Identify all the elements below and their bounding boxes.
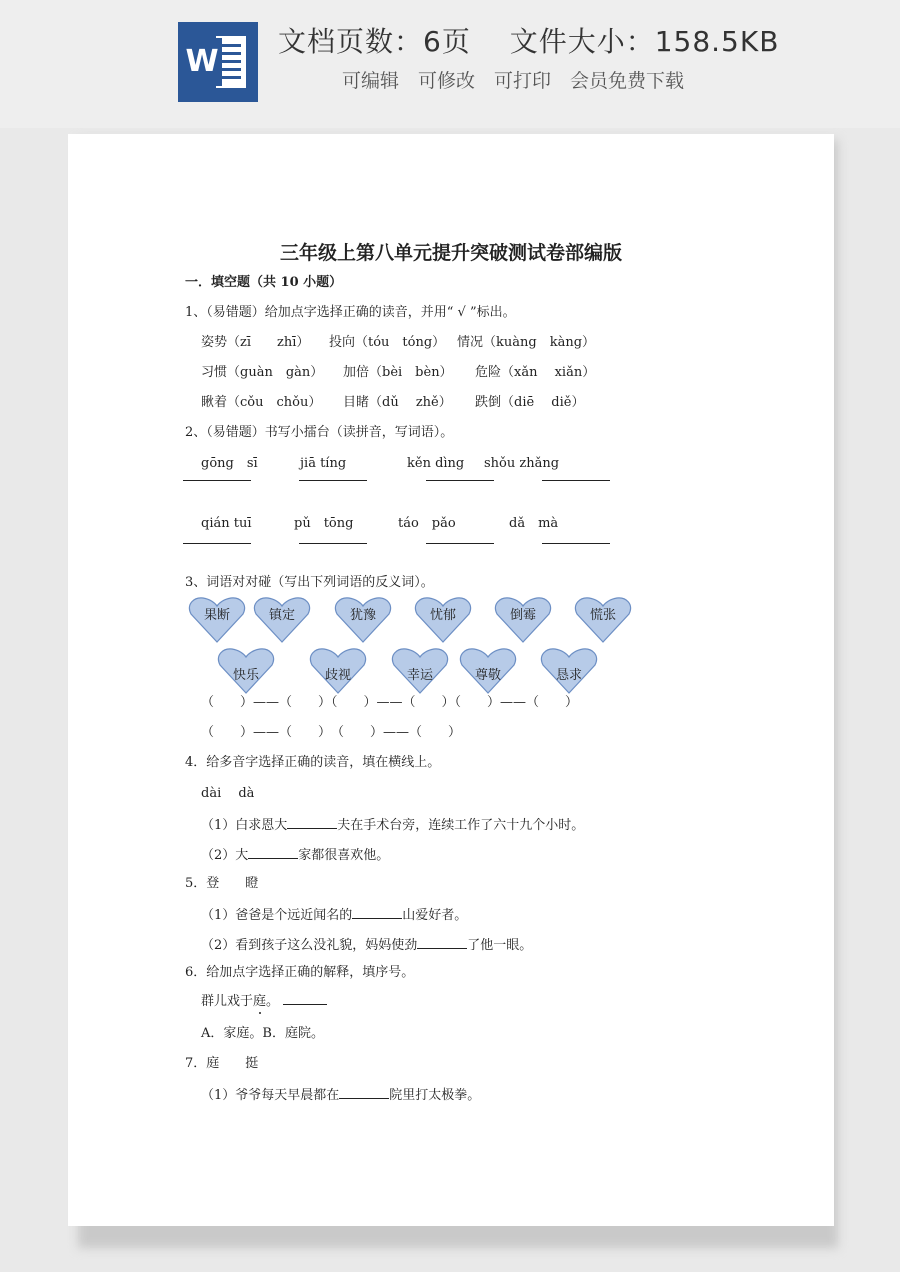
- antonym-pair-line[interactable]: （ ）——（ ）（ ）——（ ）（ ）——（ ）: [201, 695, 579, 710]
- question-4-stem: 4．给多音字选择正确的读音，填在横线上。: [185, 755, 441, 770]
- answer-line[interactable]: [299, 480, 367, 481]
- q1-item: 跌倒（diē diě）: [475, 395, 585, 410]
- q1-item: 危险（xǎn xiǎn）: [475, 365, 596, 380]
- q2-pinyin: táo pǎo: [398, 516, 456, 531]
- question-7-stem: 7．庭 挺: [185, 1056, 259, 1071]
- fill-blank[interactable]: [283, 992, 327, 1005]
- q6-sentence: 群儿戏于庭。: [201, 992, 327, 1010]
- q2-pinyin: qián tuī: [201, 516, 252, 531]
- question-1-stem: 1、（易错题）给加点字选择正确的读音，并用“ √ ”标出。: [185, 305, 516, 320]
- antonym-pair-line[interactable]: （ ）——（ ） （ ）——（ ）: [201, 725, 462, 740]
- answer-line[interactable]: [299, 543, 367, 544]
- fill-blank[interactable]: [417, 936, 467, 949]
- heart-word-card: [540, 647, 598, 695]
- answer-line[interactable]: [183, 543, 251, 544]
- heart-word: 慌张: [589, 608, 616, 623]
- heart-word-card: [217, 647, 275, 695]
- heart-word: 倒霉: [509, 608, 536, 623]
- question-6-stem: 6．给加点字选择正确的解释，填序号。: [185, 965, 415, 980]
- answer-line[interactable]: [542, 543, 610, 544]
- q2-pinyin: dǎ mà: [509, 516, 559, 531]
- q1-item: 目睹（dǔ zhě）: [343, 395, 452, 410]
- fill-blank[interactable]: [352, 906, 402, 919]
- q4-sentence-1: （1）白求恩大 夫在手术台旁，连续工作了六十九个小时。: [201, 818, 585, 833]
- fill-blank[interactable]: [339, 1086, 389, 1099]
- heart-word-card: [414, 596, 472, 644]
- document-page: [68, 134, 834, 1226]
- heart-word-card: [391, 647, 449, 695]
- heart-word-card: [334, 596, 392, 644]
- word-logo-letter: W: [182, 38, 222, 86]
- q6-options: A．家庭。B．庭院。: [201, 1026, 324, 1041]
- question-5-stem: 5．登 瞪: [185, 876, 259, 891]
- q7-sentence-1: （1）爷爷每天早晨都在 院里打太极拳。: [201, 1088, 481, 1103]
- q1-item: 瞅着（cǒu chǒu）: [201, 395, 322, 410]
- q5-sentence-1: （1）爸爸是个远近闻名的 山爱好者。: [201, 908, 468, 923]
- q1-item: 习惯（guàn gàn）: [201, 365, 324, 380]
- q4-sentence-2: （2）大 家都很喜欢他。: [201, 848, 390, 863]
- question-3-stem: 3、词语对对碰（写出下列词语的反义词）。: [185, 575, 434, 590]
- q1-item: 加倍（bèi bèn）: [343, 365, 453, 380]
- heart-word-card: [188, 596, 246, 644]
- section-heading-fill-in: 一．填空题（共 10 小题）: [185, 275, 343, 290]
- question-2-stem: 2、（易错题）书写小擂台（读拼音，写词语）。: [185, 425, 454, 440]
- heart-word-card: [309, 647, 367, 695]
- fill-blank[interactable]: [248, 846, 298, 859]
- heart-word: 忧郁: [429, 608, 456, 623]
- q5-sentence-2: （2）看到孩子这么没礼貌，妈妈使劲 了他一眼。: [201, 938, 533, 953]
- q2-pinyin: jiā tíng: [300, 456, 347, 471]
- answer-line[interactable]: [183, 480, 251, 481]
- file-features-subtitle: 可编辑 可修改 可打印 会员免费下载: [342, 70, 685, 92]
- q4-pinyin-options: dài dà: [201, 786, 255, 801]
- heart-word-card: [253, 596, 311, 644]
- dotted-character: 庭: [253, 994, 267, 1009]
- heart-word: 镇定: [268, 608, 295, 623]
- q1-item: 情况（kuàng kàng）: [457, 335, 596, 350]
- download-header: [0, 0, 900, 128]
- answer-line[interactable]: [426, 480, 494, 481]
- heart-word-card: [459, 647, 517, 695]
- q2-pinyin: kěn dìng: [407, 456, 465, 471]
- q2-pinyin: pǔ tōng: [294, 516, 354, 531]
- heart-word: 幸运: [406, 668, 433, 683]
- heart-word: 恳求: [555, 668, 582, 683]
- q1-item: 投向（tóu tóng）: [329, 335, 446, 350]
- document-title: 三年级上第八单元提升突破测试卷部编版: [279, 242, 622, 264]
- heart-word: 快乐: [232, 668, 259, 683]
- q2-pinyin: gōng sī: [201, 456, 258, 471]
- q2-pinyin: shǒu zhǎng: [484, 456, 560, 471]
- heart-word-card: [574, 596, 632, 644]
- heart-word: 犹豫: [349, 608, 376, 623]
- heart-word: 果断: [203, 608, 230, 623]
- heart-word: 歧视: [324, 668, 351, 683]
- fill-blank[interactable]: [287, 816, 337, 829]
- file-info-title: 文档页数：6页 文件大小：158.5KB: [278, 25, 780, 58]
- answer-line[interactable]: [542, 480, 610, 481]
- word-document-icon: [178, 22, 258, 102]
- heart-word: 尊敬: [474, 668, 501, 683]
- answer-line[interactable]: [426, 543, 494, 544]
- q1-item: 姿势（zī zhī）: [201, 335, 310, 350]
- heart-word-card: [494, 596, 552, 644]
